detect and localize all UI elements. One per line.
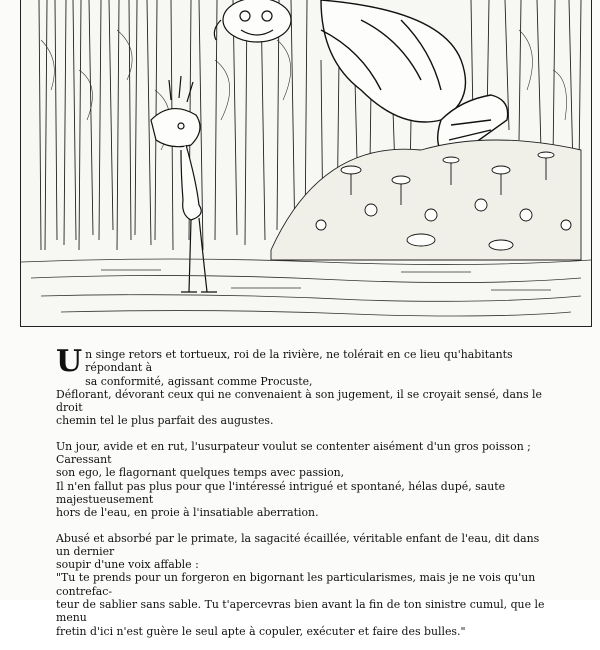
text-line: Abusé et absorbé par le primate, la sagacité écaillée, véritable enfant de l'eau, dit dans un dernier <box>56 531 540 558</box>
text-line: Déflorant, dévorant ceux qui ne convenaient à son jugement, il se croyait sensé, dans le droit <box>56 387 542 415</box>
text-line: son ego, le flagornant quelques temps avec passion, <box>56 466 345 480</box>
illustration-drawing <box>21 0 591 326</box>
text-line: hors de l'eau, en proie à l'insatiable aberration. <box>56 506 319 520</box>
text-line: soupir d'une voix affable : <box>56 558 199 572</box>
text-line: Il n'en fallut pas plus pour que l'intéressé intrigué et spontané, hélas dupé, saute majestueusement <box>56 479 506 506</box>
text-line: "Tu te prends pour un forgeron en bigornant les particularismes, mais je ne vois qu'un contrefac- <box>56 571 536 598</box>
paragraph-1 <box>56 344 546 428</box>
drop-cap: U <box>56 344 83 379</box>
paragraph-3 <box>56 532 546 638</box>
text-line: sa conformité, agissant comme Procuste, <box>85 374 313 388</box>
ground-water <box>21 259 591 316</box>
text-line: chemin tel le plus parfait des augustes. <box>56 414 274 428</box>
story-text <box>56 344 546 650</box>
text-line: teur de sablier sans sable. Tu t'apercevras bien avant la fin de ton sinistre cumul, que le menu <box>56 598 545 625</box>
stork-figure <box>151 76 217 292</box>
text-line: n singe retors et tortueux, roi de la rivière, ne tolérait en ce lieu qu'habitants répondant à <box>85 348 513 375</box>
text-line: fretin d'ici n'est guère le seul apte à copuler, exécuter et faire des bulles." <box>56 624 466 638</box>
fish-figure <box>321 0 508 160</box>
ink-illustration <box>20 0 592 327</box>
text-line: Un jour, avide et en rut, l'usurpateur voulut se contenter aisément d'un gros poisson ; Caressant <box>56 439 531 467</box>
monkey-head-in-fish <box>214 0 291 42</box>
paragraph-2 <box>56 440 546 520</box>
